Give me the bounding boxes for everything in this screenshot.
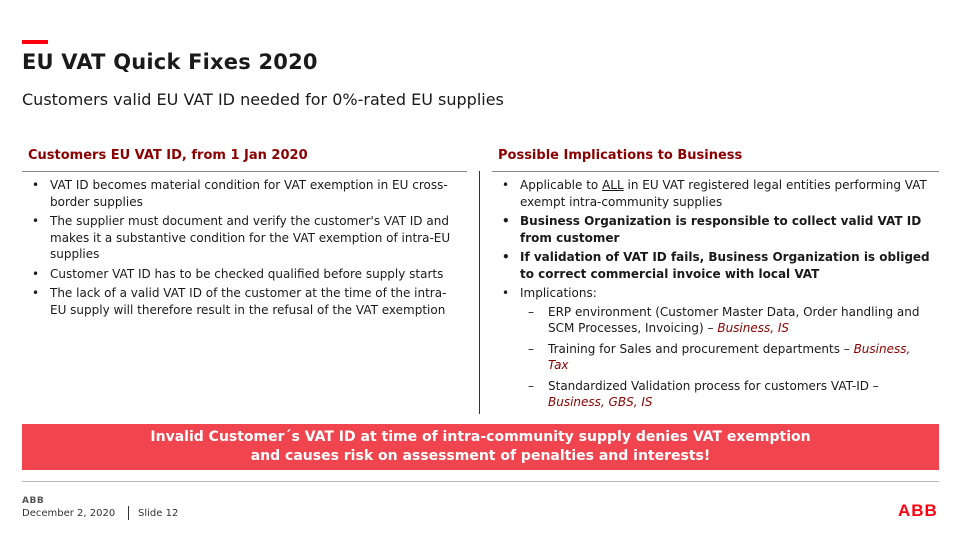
owner-label: Business, Tax	[548, 341, 911, 372]
list-item: • Business Organization is responsible to collect valid VAT ID from customer	[502, 214, 922, 245]
dash-icon: –	[528, 378, 534, 393]
bullet-icon: •	[502, 214, 510, 228]
title-accent-bar	[22, 40, 48, 44]
bullet-icon: •	[32, 266, 40, 281]
owner-label: Business, GBS, IS	[548, 395, 653, 409]
slide-subtitle: Customers valid EU VAT ID needed for 0%-rated EU supplies	[22, 90, 504, 109]
sublist-item: – Training for Sales and procurement departments – Business, Tax	[528, 341, 911, 372]
bullet-icon: •	[502, 286, 510, 300]
dash-icon: –	[528, 304, 534, 319]
bullet-icon: •	[32, 214, 40, 228]
left-bullet-list	[28, 177, 458, 321]
bullet-icon: •	[502, 250, 510, 264]
footer-separator	[128, 506, 129, 520]
list-item: • Customer VAT ID has to be checked qualified before supply starts	[32, 266, 444, 281]
column-divider	[479, 171, 480, 414]
left-heading-divider	[22, 171, 467, 172]
right-bullet-list	[498, 177, 933, 415]
bullet-icon: •	[32, 178, 40, 192]
owner-label: Business, IS	[717, 321, 790, 335]
left-column-heading: Customers EU VAT ID, from 1 Jan 2020	[28, 148, 308, 163]
list-item: • Implications: – ERP environment (Customer Master Data, Order handling and SCM Processes, Invoicing) – Business, IS – Training for Sales and procurement departments – Business, Tax – Standardized Validation process for customers VAT-ID – Business, GBS, IS	[498, 285, 933, 411]
implications-sublist	[520, 304, 933, 411]
sublist-item: – ERP environment (Customer Master Data, Order handling and SCM Processes, Invoicing) – Business, IS	[528, 304, 920, 335]
slide-title: EU VAT Quick Fixes 2020	[22, 50, 318, 74]
dash-icon: –	[528, 341, 534, 356]
bullet-icon: •	[32, 286, 40, 300]
abb-logo: ABB	[898, 501, 938, 520]
right-heading-divider	[492, 171, 939, 172]
emphasis-all: ALL	[602, 178, 624, 192]
small-abb-logo: ABB	[22, 496, 45, 506]
footer-divider	[22, 481, 939, 482]
list-item: • If validation of VAT ID fails, Business Organization is obliged to correct commercial invoice with local VAT	[502, 250, 930, 281]
sublist-item: – Standardized Validation process for customers VAT-ID – Business, GBS, IS	[528, 378, 879, 409]
right-column-heading: Possible Implications to Business	[498, 148, 743, 163]
slide-number: Slide 12	[138, 508, 179, 519]
footer-date: December 2, 2020	[22, 508, 116, 519]
list-item: • The supplier must document and verify the customer's VAT ID and makes it a substantive condition for the VAT exemption of intra-EU supplies	[32, 214, 451, 261]
list-item: • Applicable to ALL in EU VAT registered legal entities performing VAT exempt intra-community supplies	[502, 178, 927, 209]
warning-banner	[22, 424, 939, 470]
bullet-icon: •	[502, 178, 510, 192]
banner-line-2: and causes risk on assessment of penalties and interests!	[250, 448, 711, 464]
list-item: • The lack of a valid VAT ID of the customer at the time of the intra-EU supply will therefore result in the refusal of the VAT exemption	[32, 286, 447, 317]
list-item: • VAT ID becomes material condition for VAT exemption in EU cross-border supplies	[32, 178, 448, 209]
banner-line-1: Invalid Customer´s VAT ID at time of intra-community supply denies VAT exemption	[150, 429, 811, 445]
